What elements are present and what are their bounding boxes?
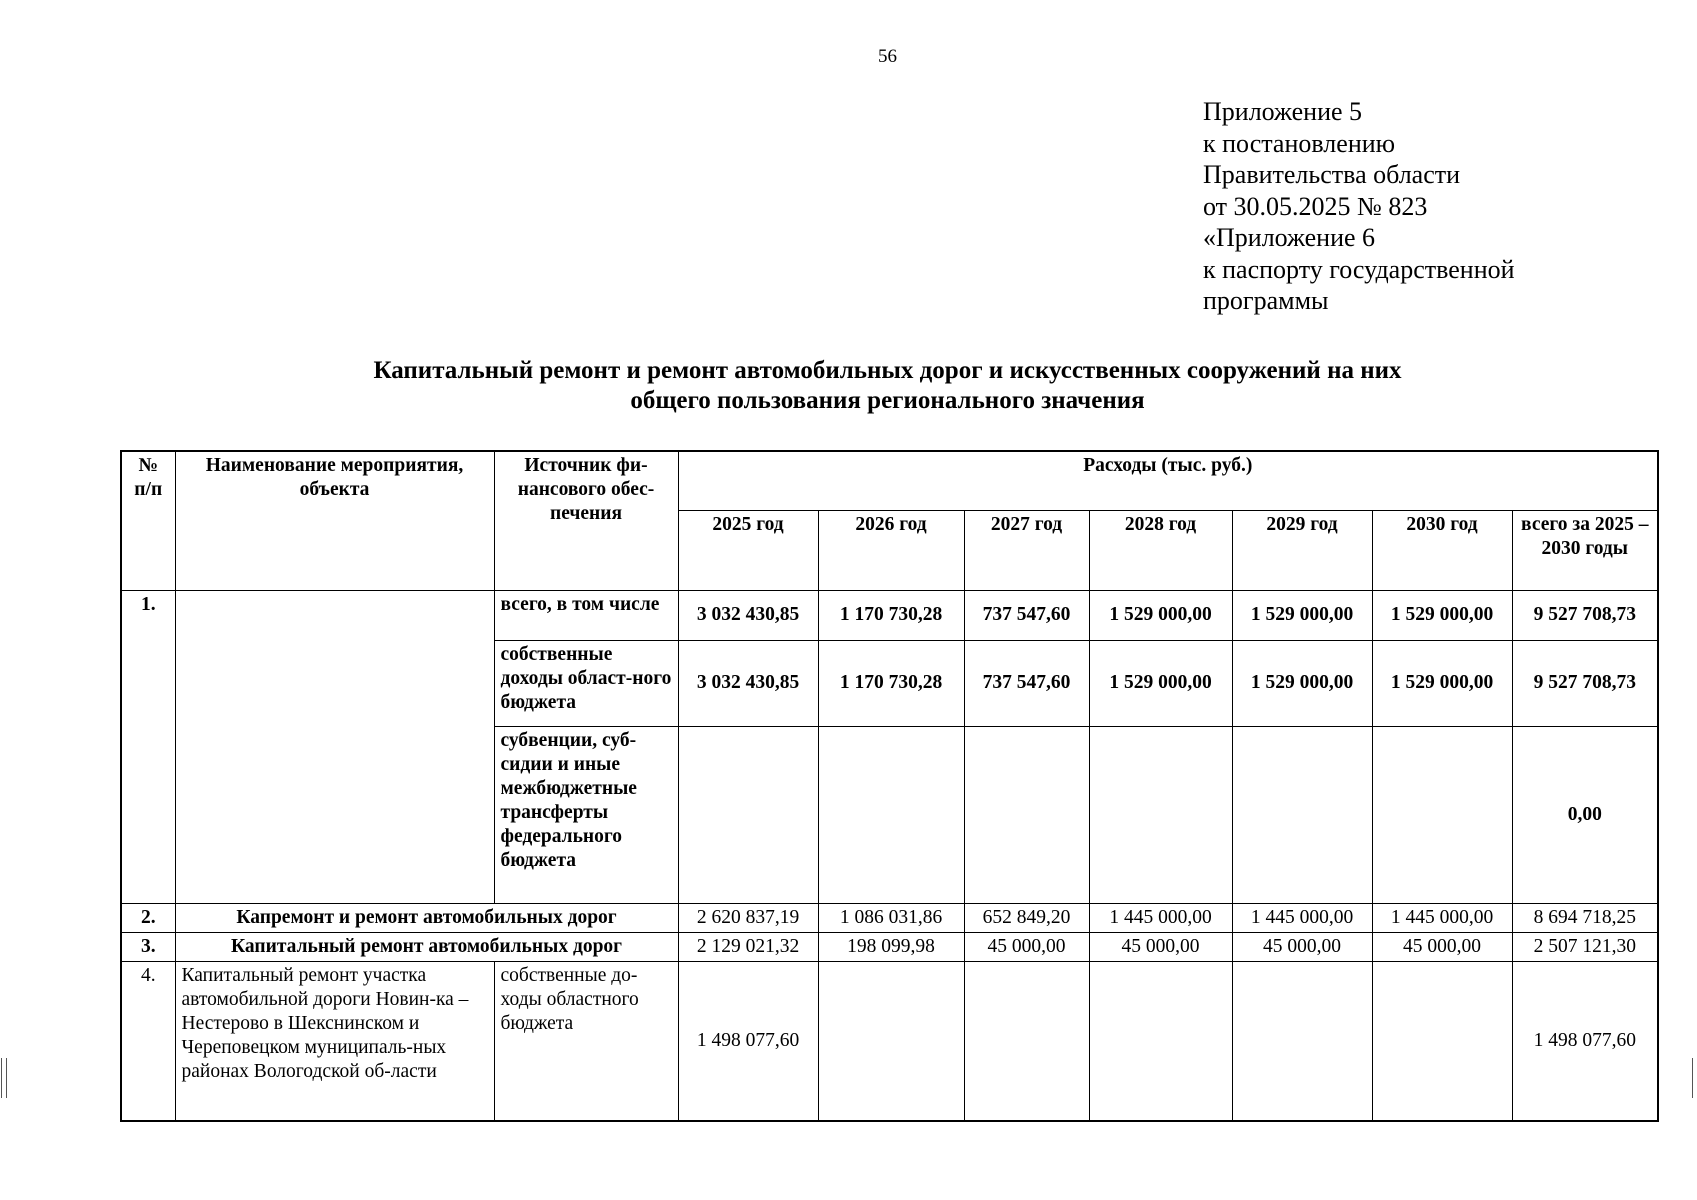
row-label: Капитальный ремонт автомобильных дорог [175,932,678,961]
appendix-line: к паспорту государственной [1203,254,1515,284]
row-number: 2. [121,903,175,932]
value-cell-total: 9 527 708,73 [1512,590,1658,640]
source-cell: субвенции, суб-сидии и иные межбюджетные трансферты федерального бюджета [494,726,678,903]
table-row [121,903,1658,932]
appendix-reference [1203,96,1515,317]
header-year-total: всего за 2025 – 2030 годы [1512,510,1658,590]
appendix-line: к постановлению [1203,128,1396,158]
header-year: 2026 год [818,510,964,590]
value-cell: 652 849,20 [964,903,1089,932]
value-cell: 45 000,00 [1372,932,1512,961]
value-cell [1372,961,1512,1121]
value-cell [678,726,818,903]
value-cell: 3 032 430,85 [678,590,818,640]
value-cell: 1 445 000,00 [1372,903,1512,932]
header-year: 2027 год [964,510,1089,590]
value-cell-total: 1 498 077,60 [1512,961,1658,1121]
scan-margin-mark [1,1058,7,1098]
value-cell: 1 529 000,00 [1089,590,1232,640]
value-cell-total: 2 507 121,30 [1512,932,1658,961]
value-cell [1232,726,1372,903]
value-cell: 45 000,00 [1089,932,1232,961]
value-cell: 1 529 000,00 [1089,640,1232,726]
value-cell-total: 0,00 [1512,726,1658,903]
appendix-line: от 30.05.2025 № 823 [1203,191,1428,221]
value-cell: 2 129 021,32 [678,932,818,961]
value-cell [1372,726,1512,903]
value-cell: 1 170 730,28 [818,590,964,640]
value-cell: 1 445 000,00 [1232,903,1372,932]
header-year: 2028 год [1089,510,1232,590]
header-year: 2029 год [1232,510,1372,590]
value-cell-total: 8 694 718,25 [1512,903,1658,932]
value-cell: 45 000,00 [1232,932,1372,961]
value-cell: 2 620 837,19 [678,903,818,932]
value-cell [1089,961,1232,1121]
header-num: № п/п [121,451,175,590]
value-cell [818,726,964,903]
scan-margin-mark [1692,1058,1697,1098]
value-cell [964,726,1089,903]
value-cell [964,961,1089,1121]
row-number: 3. [121,932,175,961]
table-row [121,961,1658,1121]
expenses-table [120,450,1659,1122]
source-cell: собственные доходы област-ного бюджета [494,640,678,726]
header-source: Источник фи-нансового обес-печения [494,451,678,590]
value-cell [1232,961,1372,1121]
source-cell: собственные до-ходы областного бюджета [494,961,678,1121]
header-row [121,451,1658,510]
value-cell: 45 000,00 [964,932,1089,961]
header-expenses: Расходы (тыс. руб.) [678,451,1658,510]
title-line: Капитальный ремонт и ремонт автомобильных дорог и искусственных сооружений на них [373,357,1402,384]
row-number: 4. [121,961,175,1121]
value-cell: 1 529 000,00 [1372,590,1512,640]
appendix-line: «Приложение 6 [1203,223,1376,252]
value-cell [818,961,964,1121]
value-cell-total: 9 527 708,73 [1512,640,1658,726]
value-cell: 1 529 000,00 [1232,590,1372,640]
object-name: Капитальный ремонт участка автомобильной дороги Новин-ка – Нестерово в Шекснинском и Череповецком муниципаль-ных районах Вологодской об-ласти [175,961,494,1121]
header-year: 2030 год [1372,510,1512,590]
table-row [121,932,1658,961]
value-cell: 737 547,60 [964,590,1089,640]
page-number: 56 [878,46,897,67]
document-title [0,356,1697,416]
value-cell: 1 445 000,00 [1089,903,1232,932]
header-year: 2025 год [678,510,818,590]
source-cell: всего, в том числе [494,590,678,640]
row-label: Капремонт и ремонт автомобильных дорог [175,903,678,932]
value-cell: 1 170 730,28 [818,640,964,726]
value-cell [1089,726,1232,903]
value-cell: 1 529 000,00 [1372,640,1512,726]
value-cell: 737 547,60 [964,640,1089,726]
appendix-line: программы [1203,286,1329,315]
value-cell: 1 498 077,60 [678,961,818,1121]
value-cell: 1 086 031,86 [818,903,964,932]
row-name-empty [175,590,494,903]
value-cell: 198 099,98 [818,932,964,961]
row-number: 1. [121,590,175,903]
appendix-line: Приложение 5 [1203,97,1363,126]
appendix-line: Правительства области [1203,160,1461,189]
table-row [121,590,1658,640]
header-name: Наименование мероприятия, объекта [175,451,494,590]
value-cell: 3 032 430,85 [678,640,818,726]
title-line: общего пользования регионального значения [630,387,1145,414]
value-cell: 1 529 000,00 [1232,640,1372,726]
